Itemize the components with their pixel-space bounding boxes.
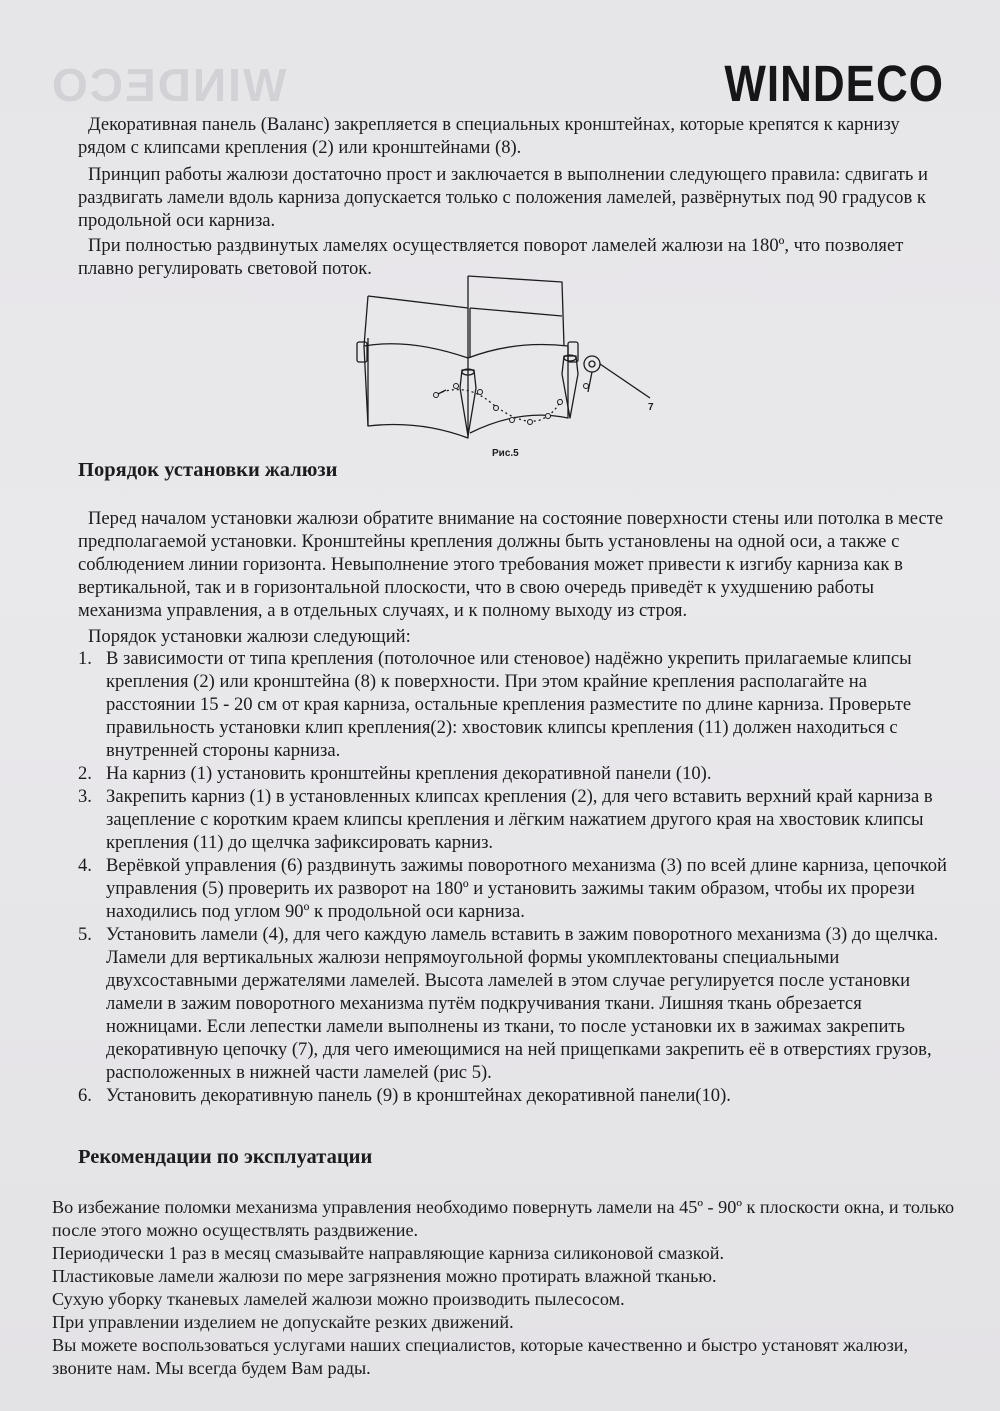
list-item: 6. Установить декоративную панель (9) в кронштейнах декоративной панели(10).: [78, 1085, 731, 1106]
installation-order-label: Порядок установки жалюзи следующий:: [88, 626, 411, 647]
intro-paragraph-2: Принцип работы жалюзи достаточно прост и заключается в выполнении следующего правила: сдвигать и раздвигать ламели вдоль карниза допускается только с положения ламелей, развёрнутых под 90 градусов к продольной оси карниза.: [78, 164, 928, 231]
recommendations-heading: Рекомендации по эксплуатации: [78, 1146, 373, 1168]
installation-paragraph: Перед началом установки жалюзи обратите внимание на состояние поверхности стены или потолка в месте предполагаемой установки. Кронштейны крепления должны быть установлены на одной оси, а также с соблюдением линии горизонта. Невыполнение этого требования может привести к изгибу карниза как в вертикальной, так и в горизонтальной плоскости, что в свою очередь приведёт к ухудшению работы механизма управления, а в отдельных случаях, и к полному выходу из строя.: [78, 508, 944, 621]
list-item: При управлении изделием не допускайте резких движений.: [52, 1312, 514, 1332]
list-item: Периодически 1 раз в месяц смазывайте направляющие карниза силиконовой смазкой.: [52, 1243, 725, 1263]
figure-callout-7: 7: [648, 402, 654, 413]
list-item: 3. Закрепить карниз (1) в установленных клипсах крепления (2), для чего вставить верхний край карниза в зацепление с коротким краем клипсы крепления и лёгким нажатием другого края на хвостовик клипсы крепления (11) до щелчка зафиксировать карниз.: [78, 786, 933, 853]
vertical-blind-diagram: [350, 268, 670, 468]
figure-caption: Рис.5: [492, 448, 519, 459]
list-item: Во избежание поломки механизма управления необходимо повернуть ламели на 45º - 90º к плоскости окна, и только после этого можно осуществлять раздвижение.: [52, 1197, 955, 1240]
list-item: Пластиковые ламели жалюзи по мере загрязнения можно протирать влажной тканью.: [52, 1266, 717, 1286]
bleed-through-logo: WINDECO: [50, 59, 287, 111]
recommendations-list: [52, 1196, 972, 1380]
list-item: 2. На карниз (1) установить кронштейны крепления декоративной панели (10).: [78, 763, 712, 784]
brand-logo: WINDECO: [724, 56, 944, 113]
list-item: 4. Верёвкой управления (6) раздвинуть зажимы поворотного механизма (3) по всей длине карниза, цепочкой управления (5) проверить их разворот на 180º и установить зажимы таким образом, чтобы их прорези находились под углом 90º к продольной оси карниза.: [78, 855, 947, 922]
list-item: Вы можете воспользоваться услугами наших специалистов, которые качественно и быстро установят жалюзи, звоните нам. Мы всегда будем Вам рады.: [52, 1335, 909, 1378]
intro-paragraph-3: При полностью раздвинутых ламелях осуществляется поворот ламелей жалюзи на 180º, что позволяет плавно регулировать световой поток.: [78, 235, 904, 279]
installation-steps: [78, 647, 958, 1107]
installation-heading: Порядок установки жалюзи: [78, 459, 338, 481]
list-item: 1. В зависимости от типа крепления (потолочное или стеновое) надёжно укрепить прилагаемые клипсы крепления (2) или кронштейна (8) к поверхности. При этом крайние крепления располагайте на расстоянии 15 - 20 см от края карниза, остальные крепления разместите по длине карниза. Проверьте правильность установки клип крепления(2): хвостовик клипсы крепления (11) должен находиться с внутренней стороны карниза.: [78, 648, 912, 761]
list-item: 5. Установить ламели (4), для чего каждую ламель вставить в зажим поворотного механизма (3) до щелчка. Ламели для вертикальных жалюзи непрямоугольной формы укомплектованы специальными двухсоставными держателями ламелей. Высота ламелей в этом случае регулируется после установки ламели в зажим поворотного механизма путём подкручивания ткани. Лишняя ткань обрезается ножницами. Если лепестки ламели выполнены из ткани, то после установки их в зажимах закрепить декоративную цепочку (7), для чего имеющимися на ней прищепками закрепить её в отверстиях грузов, расположенных в нижней части ламелей (рис 5).: [78, 924, 939, 1083]
intro-paragraph-1: Декоративная панель (Валанс) закрепляется в специальных кронштейнах, которые крепятся к карнизу рядом с клипсами крепления (2) или кронштейнами (8).: [78, 114, 900, 158]
list-item: Сухую уборку тканевых ламелей жалюзи можно производить пылесосом.: [52, 1289, 625, 1309]
